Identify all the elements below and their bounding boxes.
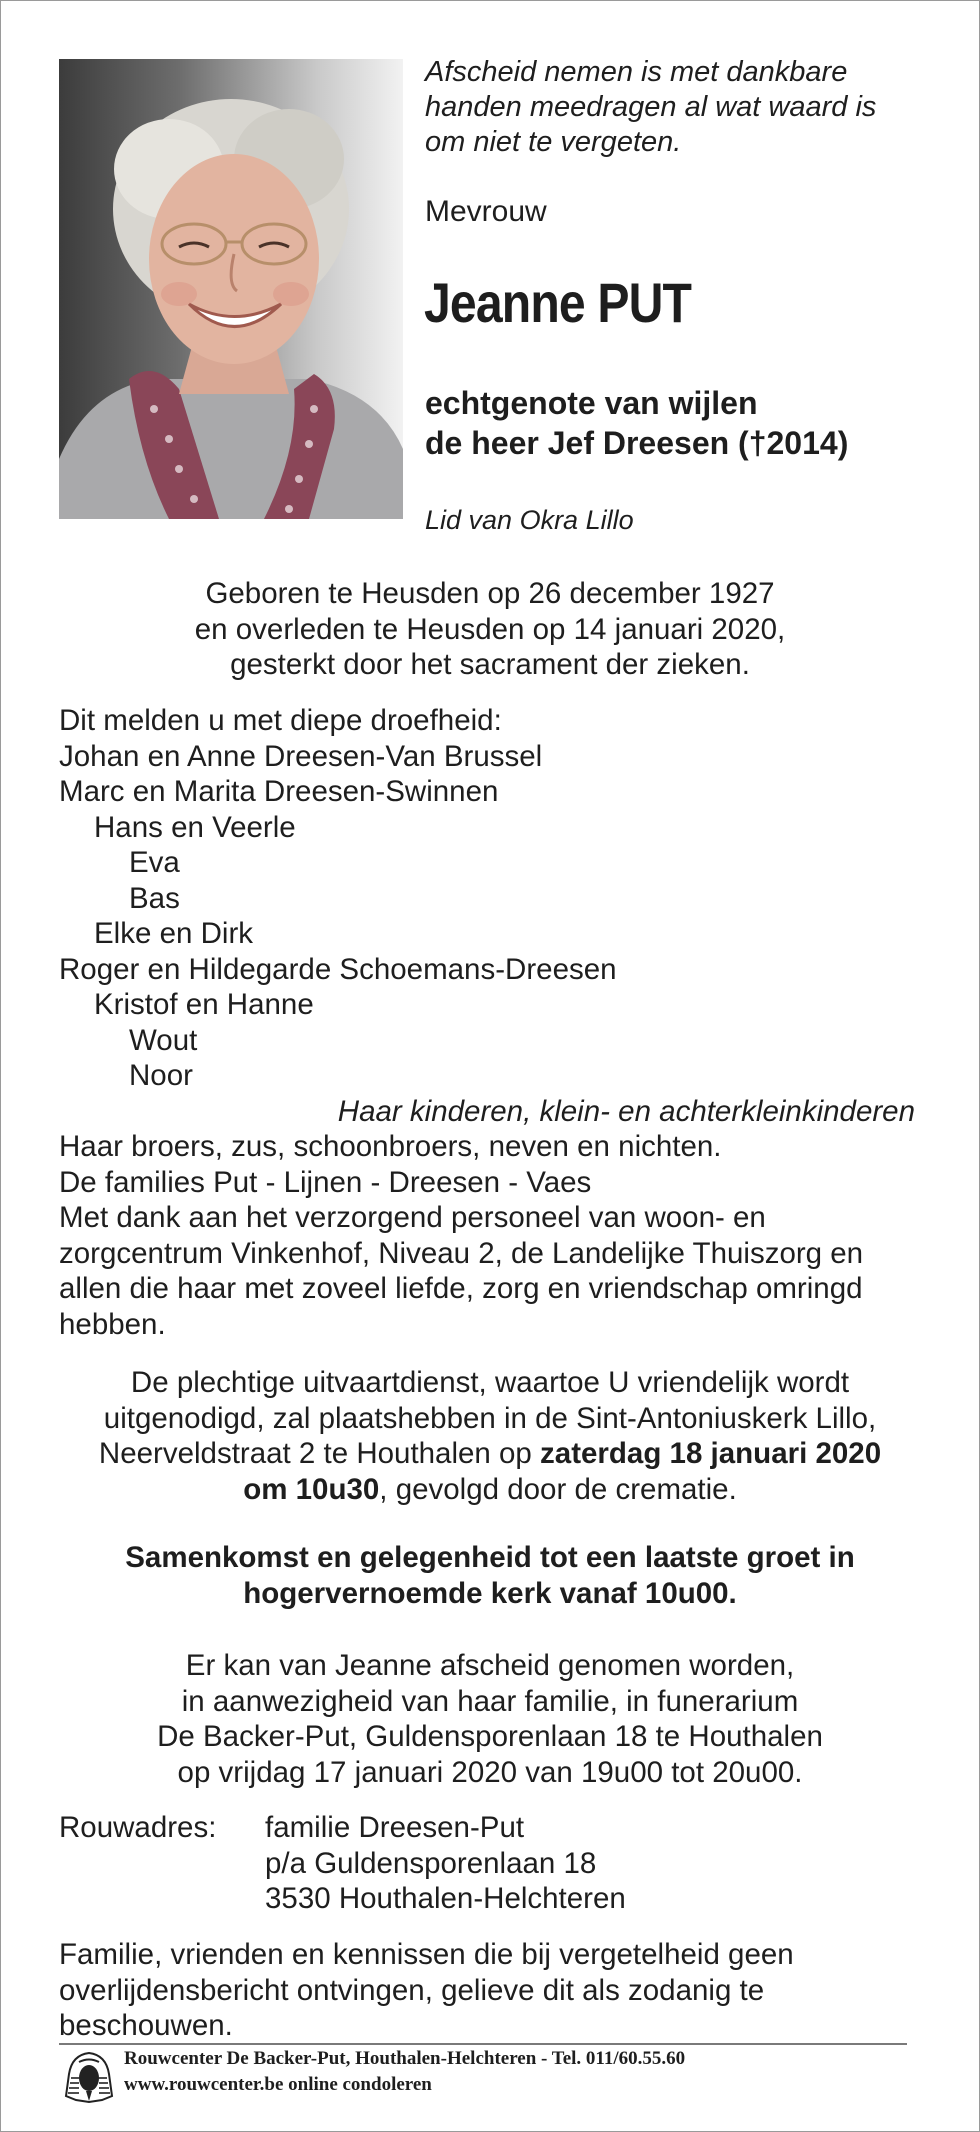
notice-line: beschouwen.	[59, 2009, 233, 2042]
address-label: Rouwadres:	[59, 1811, 217, 1844]
address-spacer	[59, 1846, 265, 1882]
farewell-line: De Backer-Put, Guldensporenlaan 18 te Houthalen	[157, 1720, 823, 1753]
birth-line: Geboren te Heusden op 26 december 1927	[205, 577, 775, 610]
service-line: uitgenodigd, zal plaatshebben in de Sint-Antoniuskerk Lillo,	[103, 1401, 877, 1435]
footer-contact: Rouwcenter De Backer-Put, Houthalen-Helchteren - Tel. 011/60.55.60	[124, 2048, 686, 2069]
notice-line: Familie, vrienden en kennissen die bij vergetelheid geen	[59, 1938, 794, 1971]
family-intro: Dit melden u met diepe droefheid:	[59, 704, 502, 737]
service-line	[59, 1472, 921, 1508]
pharaoh-head-icon	[62, 2050, 116, 2104]
family-member: Hans en Veerle	[94, 810, 296, 844]
birth-death-block	[59, 576, 921, 683]
family-member: Johan en Anne Dreesen-Van Brussel	[59, 739, 543, 773]
service-block	[59, 1365, 921, 1507]
address-row	[59, 1846, 626, 1882]
farewell-line: in aanwezigheid van haar familie, in funerarium	[181, 1684, 799, 1718]
farewell-line: Er kan van Jeanne afscheid genomen worden,	[185, 1649, 795, 1682]
notice-line: overlijdensbericht ontvingen, gelieve dit als zodanig te	[59, 1973, 765, 2007]
family-member: Wout	[129, 1023, 198, 1057]
service-text: , gevolgd door de crematie.	[379, 1472, 737, 1506]
family-other: hebben.	[59, 1307, 166, 1341]
spouse-line: de heer Jef Dreesen (†2014)	[425, 425, 849, 461]
gathering-block	[59, 1540, 921, 1611]
address-spacer	[59, 1881, 265, 1917]
family-member: Noor	[129, 1059, 193, 1092]
family-member: Elke en Dirk	[94, 917, 254, 950]
address-row	[59, 1810, 626, 1846]
family-signature: Haar kinderen, klein- en achterkleinkinderen	[337, 1094, 915, 1128]
family-member: Kristof en Hanne	[94, 988, 314, 1021]
spouse-info	[425, 383, 848, 463]
family-other: Haar broers, zus, schoonbroers, neven en nichten.	[59, 1130, 722, 1163]
service-line: De plechtige uitvaartdienst, waartoe U vriendelijk wordt	[130, 1366, 850, 1399]
gathering-line: Samenkomst en gelegenheid tot een laatste groet in	[125, 1541, 855, 1574]
farewell-block	[59, 1648, 921, 1790]
family-other: allen die haar met zoveel liefde, zorg en vriendschap omringd	[59, 1272, 863, 1305]
footer-divider	[59, 2043, 907, 2045]
membership: Lid van Okra Lillo	[425, 505, 634, 535]
service-date: zaterdag 18 januari 2020	[540, 1437, 882, 1470]
notice-block	[59, 1937, 929, 2044]
family-member: Eva	[129, 846, 180, 879]
family-block	[59, 703, 929, 1342]
address-row	[59, 1881, 626, 1917]
service-text: Neerveldstraat 2 te Houthalen op	[98, 1437, 541, 1470]
portrait-photo	[59, 59, 403, 519]
quote-line: om niet te vergeten.	[425, 126, 682, 158]
address-line: familie Dreesen-Put	[265, 1811, 525, 1844]
quote-line: Afscheid nemen is met dankbare	[425, 56, 848, 88]
birth-line: en overleden te Heusden op 14 januari 2020,	[194, 612, 786, 646]
family-other: zorgcentrum Vinkenhof, Niveau 2, de Landelijke Thuiszorg en	[59, 1236, 864, 1270]
spouse-line: echtgenote van wijlen	[425, 385, 758, 421]
farewell-line: op vrijdag 17 januari 2020 van 19u00 tot 20u00.	[177, 1755, 803, 1789]
family-member: Marc en Marita Dreesen-Swinnen	[59, 775, 499, 808]
family-member: Roger en Hildegarde Schoemans-Dreesen	[59, 952, 617, 986]
opening-quote	[425, 55, 945, 160]
address-line: p/a Guldensporenlaan 18	[265, 1846, 597, 1880]
family-member: Bas	[129, 881, 180, 915]
family-other: De families Put - Lijnen - Dreesen - Vaes	[59, 1165, 592, 1199]
footer-info	[124, 2046, 685, 2098]
gathering-line: hogervernoemde kerk vanaf 10u00.	[243, 1576, 737, 1610]
footer-website[interactable]: www.rouwcenter.be online condoleren	[124, 2074, 432, 2095]
deceased-name: Jeanne PUT	[424, 271, 692, 334]
address-line: 3530 Houthalen-Helchteren	[265, 1882, 626, 1915]
mourning-address	[59, 1810, 626, 1917]
service-time: om 10u30	[243, 1472, 380, 1506]
birth-line: gesterkt door het sacrament der zieken.	[230, 648, 750, 681]
honorific: Mevrouw	[425, 195, 547, 228]
quote-line: handen meedragen al wat waard is	[425, 91, 877, 123]
family-other: Met dank aan het verzorgend personeel van woon- en	[59, 1201, 766, 1234]
service-line	[59, 1436, 921, 1472]
